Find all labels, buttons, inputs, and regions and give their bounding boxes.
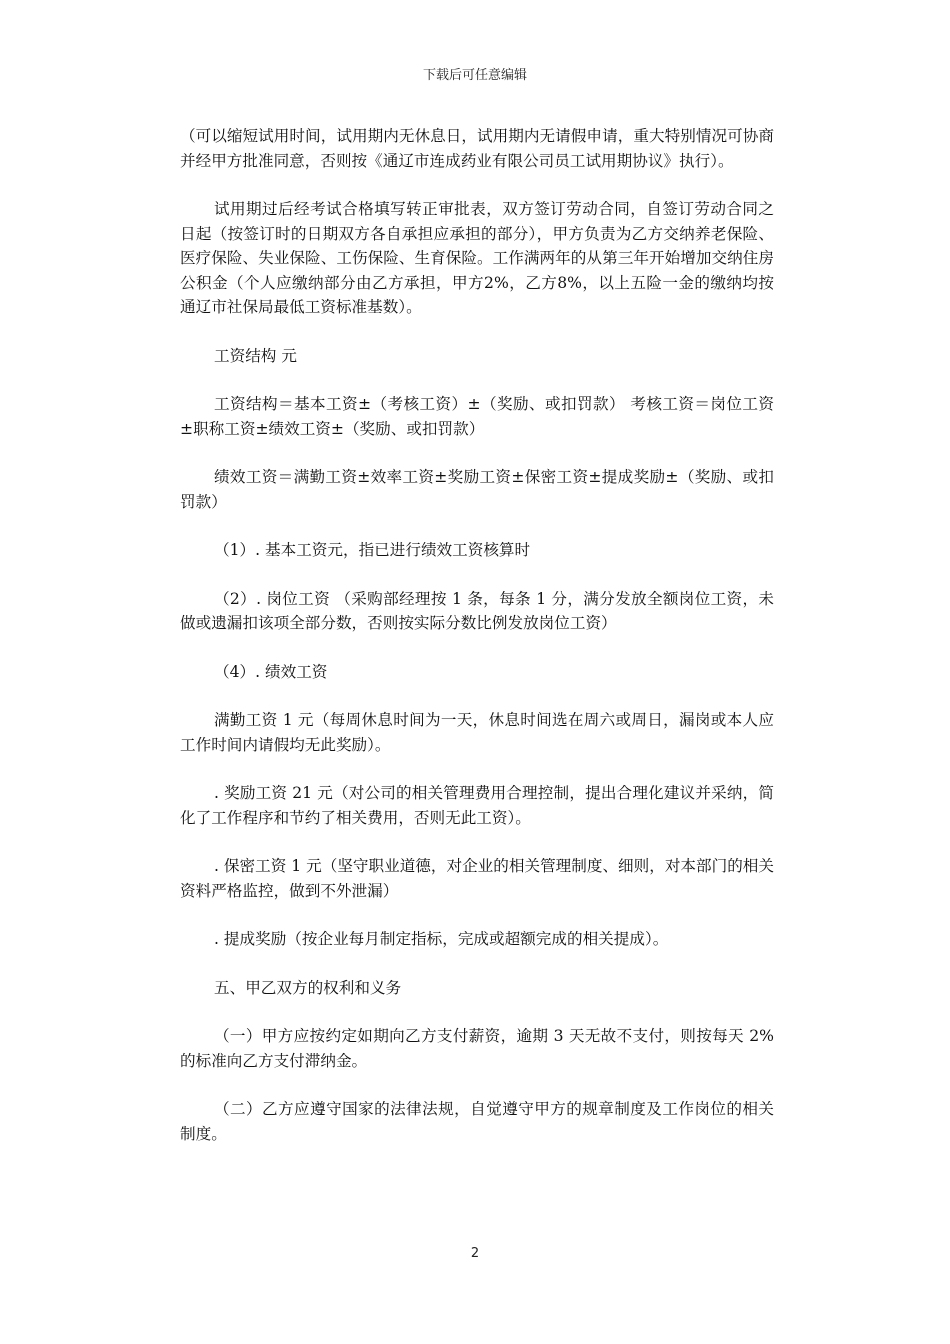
paragraph-insurance: 试用期过后经考试合格填写转正审批表，双方签订劳动合同，自签订劳动合同之日起（按签订时的日期双方各自承担应承担的部分），甲方负责为乙方交纳养老保险、医疗保险、失业保险、工伤保险、生育保险。工作满两年的从第三年开始增加交纳住房公积金（个人应缴纳部分由乙方承担，甲方2%，乙方8%，以上五险一金的缴纳均按通辽市社保局最低工资标准基数）。 (180, 200, 774, 316)
paragraph-probation-terms: （可以缩短试用时间，试用期内无休息日，试用期内无请假申请，重大特别情况可协商并经甲方批准同意，否则按《通辽市连成药业有限公司员工试用期协议》执行）。 (180, 127, 774, 170)
paragraph-confidentiality-salary: . 保密工资 1 元（坚守职业道德，对企业的相关管理制度、细则，对本部门的相关资料严格监控，做到不外泄漏） (180, 857, 774, 900)
page-header: 下载后可任意编辑 (422, 68, 527, 83)
paragraph-base-salary: （1）. 基本工资元，指已进行绩效工资核算时 (214, 541, 531, 559)
document-body (180, 124, 774, 1170)
paragraph-rights-heading: 五、甲乙双方的权利和义务 (214, 978, 402, 997)
paragraph-performance-formula: 绩效工资＝满勤工资±效率工资±奖励工资±保密工资±提成奖励±（奖励、或扣罚款） (180, 468, 774, 511)
page-number: 2 (470, 1246, 480, 1261)
paragraph-position-salary: （2）. 岗位工资 （采购部经理按 1 条，每条 1 分，满分发放全额岗位工资，未做或遗漏扣该项全部分数，否则按实际分数比例发放岗位工资） (180, 589, 774, 632)
paragraph-performance-salary: （4）. 绩效工资 (214, 662, 328, 681)
paragraph-commission: . 提成奖励（按企业每月制定指标，完成或超额完成的相关提成）。 (214, 930, 669, 948)
paragraph-reward-salary: . 奖励工资 21 元（对公司的相关管理费用合理控制，提出合理化建议并采纳，简化了工作程序和节约了相关费用，否则无此工资）。 (180, 784, 774, 827)
paragraph-salary-structure-heading: 工资结构 元 (214, 346, 297, 365)
paragraph-party-b-obligation: （二）乙方应遵守国家的法律法规，自觉遵守甲方的规章制度及工作岗位的相关制度。 (180, 1100, 774, 1143)
paragraph-party-a-obligation: （一）甲方应按约定如期向乙方支付薪资，逾期 3 天无故不支付，则按每天 2%的标准向乙方支付滞纳金。 (180, 1027, 774, 1070)
paragraph-salary-formula: 工资结构＝基本工资±（考核工资）±（奖励、或扣罚款） 考核工资＝岗位工资±职称工资±绩效工资±（奖励、或扣罚款） (180, 395, 774, 438)
paragraph-attendance-bonus: 满勤工资 1 元（每周休息时间为一天，休息时间选在周六或周日，漏岗或本人应工作时间内请假均无此奖励）。 (180, 711, 774, 754)
